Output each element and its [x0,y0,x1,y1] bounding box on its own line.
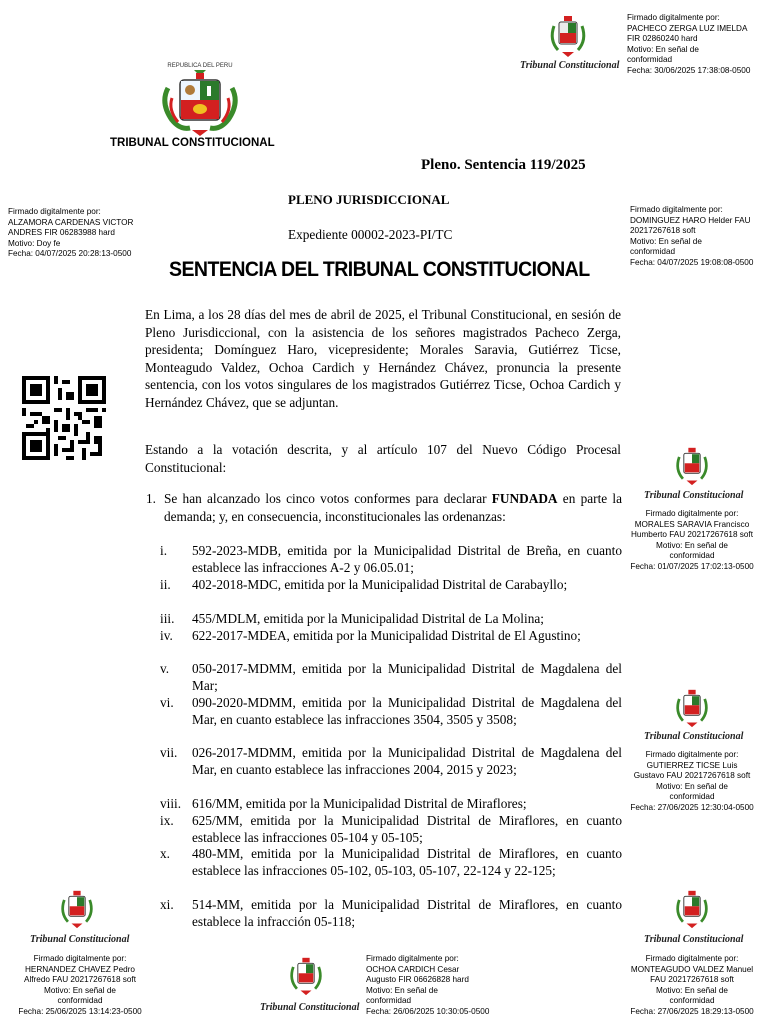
svg-text:REPUBLICA DEL PERU: REPUBLICA DEL PERU [167,63,233,69]
list-item: 480-MM, emitida por la Municipalidad Distrital de Miraflores, en cuanto establece las infracciones 05-102, 05-103, 05-107, 22-124 y 22-125; [192,846,622,879]
tc-stamp-label: Tribunal Constitucional [30,934,130,945]
tc-stamp-crest [672,686,712,730]
list-item: 592-2023-MDB, emitida por la Municipalidad Distrital de Breña, en cuanto establece las infracciones A-2 y 06.05.01; [192,543,622,576]
intro-paragraph: En Lima, a los 28 días del mes de abril de 2025, el Tribunal Constitucional, en sesión de Pleno Jurisdiccional, con la asistencia de los señores magistrados Pacheco Zerga, presidenta; Domínguez Haro, vicepresidente; Morales Saravia, Gutiérrez Ticse, Monteagudo Valdez, Ochoa Cardich y Hernández Chávez, pronuncia la presente sentencia, con los votos singulares de los magistrados Gutiérrez Ticse, Ochoa Cardich y Hernández Chávez, que se adjuntan. [145,307,621,410]
signature-gutierrez: Firmado digitalmente por: GUTIERREZ TICSE Luis Gustavo FAU 20217267618 soft Motivo: En señal de conformidad Fecha: 27/06/2025 12:30:04-0500 [630,750,754,812]
list-item: 622-2017-MDEA, emitida por la Municipalidad Distrital de El Agustino; [192,628,581,643]
tc-stamp-label: Tribunal Constitucional [644,934,744,945]
tc-stamp-crest [546,12,590,60]
item-number: i. [160,543,168,558]
point-1-text: Se han alcanzado los cinco votos conformes para declarar FUNDADA en parte la demanda; y, en consecuencia, inconstitucionales las ordenanzas: [164,491,623,524]
list-item: 455/MDLM, emitida por la Municipalidad Distrital de La Molina; [192,611,544,626]
item-number: x. [160,846,170,861]
tc-stamp-crest [286,954,326,998]
item-number: v. [160,661,170,676]
signature-ochoa: Firmado digitalmente por: OCHOA CARDICH Cesar Augusto FIR 06626828 hard Motivo: En señal de conformidad Fecha: 26/06/2025 10:30:05-0500 [366,954,490,1016]
list-item: 026-2017-MDMM, emitida por la Municipalidad Distrital de Magdalena del Mar, en cuanto establece las infracciones 2004, 2015 y 2023; [192,745,622,778]
list-item: 402-2018-MDC, emitida por la Municipalidad Distrital de Carabayllo; [192,577,568,592]
institution-name: TRIBUNAL CONSTITUCIONAL [110,137,275,149]
sentence-number: Pleno. Sentencia 119/2025 [421,157,586,173]
item-number: xi. [160,897,174,912]
tc-stamp-label: Tribunal Constitucional [520,60,620,71]
qr-code [22,376,106,460]
tc-stamp-crest [57,887,97,931]
item-number: vii. [160,745,178,760]
list-item: 050-2017-MDMM, emitida por la Municipalidad Distrital de Magdalena del Mar; [192,661,622,694]
point-number: 1. [146,491,156,506]
signature-alzamora: Firmado digitalmente por: ALZAMORA CARDENAS VICTOR ANDRES FIR 06283988 hard Motivo: Doy fe Fecha: 04/07/2025 20:28:13-0500 [8,207,134,259]
list-item: 616/MM, emitida por la Municipalidad Distrital de Miraflores; [192,796,527,811]
signature-dominguez: Firmado digitalmente por: DOMINGUEZ HARO Helder FAU 20217267618 soft Motivo: En señal de conformidad Fecha: 04/07/2025 19:08:08-0500 [630,205,754,267]
signature-monteagudo: Firmado digitalmente por: MONTEAGUDO VALDEZ Manuel FAU 20217267618 soft Motivo: En señal de conformidad Fecha: 27/06/2025 18:29:13-0500 [630,954,754,1016]
list-item: 625/MM, emitida por la Municipalidad Distrital de Miraflores, en cuanto establece las infracciones 05-104 y 05-105; [192,813,622,846]
expediente: Expediente 00002-2023-PI/TC [288,227,453,242]
item-number: vi. [160,695,174,710]
signature-morales: Firmado digitalmente por: MORALES SARAVIA Francisco Humberto FAU 20217267618 soft Motivo: En señal de conformidad Fecha: 01/07/2025 17:02:13-0500 [630,509,754,571]
item-number: ii. [160,577,171,592]
item-number: ix. [160,813,174,828]
list-item: 514-MM, emitida por la Municipalidad Distrital de Miraflores, en cuanto establece la infracción 05-118; [192,897,622,930]
page-title: SENTENCIA DEL TRIBUNAL CONSTITUCIONAL [169,258,590,281]
peru-national-crest [150,58,250,140]
list-item: 090-2020-MDMM, emitida por la Municipalidad Distrital de Magdalena del Mar, en cuanto establece las infracciones 3504, 3505 y 3508; [192,695,622,728]
tc-stamp-crest [672,887,712,931]
signature-hernandez: Firmado digitalmente por: HERNANDEZ CHAVEZ Pedro Alfredo FAU 20217267618 soft Motivo: En señal de conformidad Fecha: 25/06/2025 13:14:23-0500 [18,954,142,1016]
item-number: viii. [160,796,182,811]
tc-stamp-crest [672,444,712,488]
signature-pacheco: Firmado digitalmente por: PACHECO ZERGA LUZ IMELDA FIR 02860240 hard Motivo: En señal de conformidad Fecha: 30/06/2025 17:38:08-0500 [627,13,751,75]
tc-stamp-label: Tribunal Constitucional [260,1002,360,1013]
vote-paragraph: Estando a la votación descrita, y al artículo 107 del Nuevo Código Procesal Constitucional: [145,442,621,475]
item-number: iv. [160,628,173,643]
pleno-heading: PLENO JURISDICCIONAL [288,192,450,207]
tc-stamp-label: Tribunal Constitucional [644,490,744,501]
tc-stamp-label: Tribunal Constitucional [644,731,744,742]
item-number: iii. [160,611,175,626]
